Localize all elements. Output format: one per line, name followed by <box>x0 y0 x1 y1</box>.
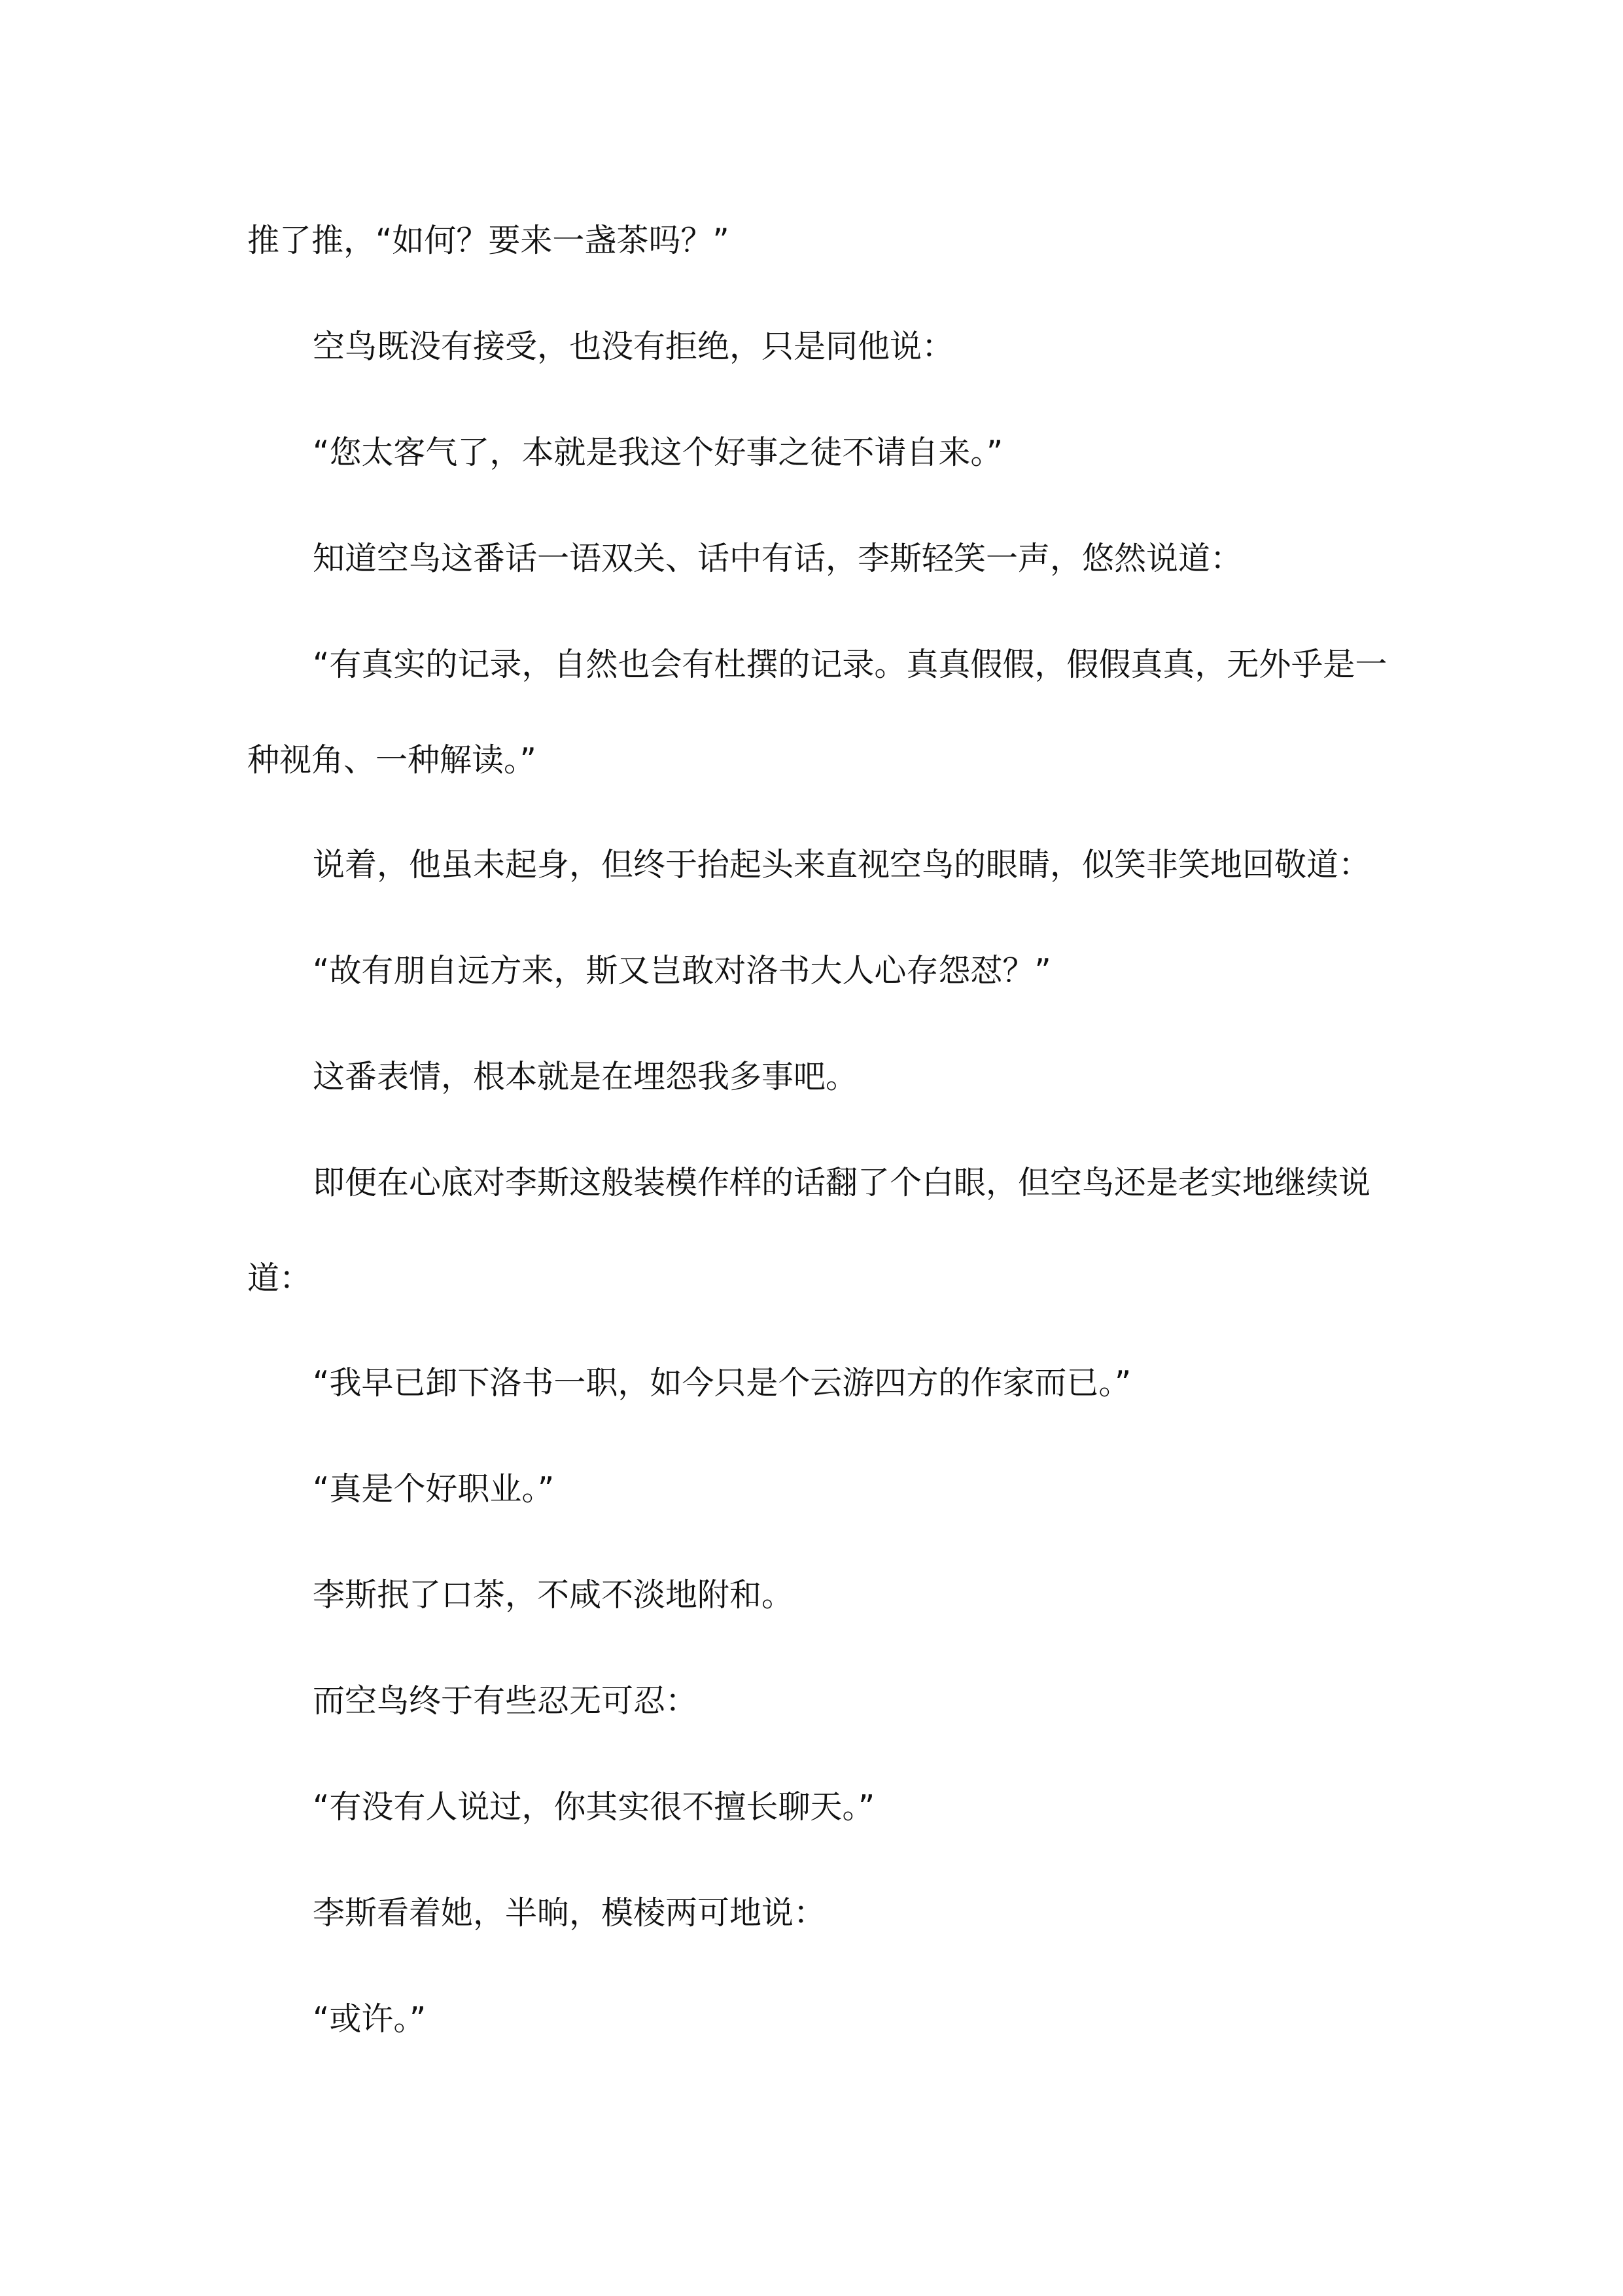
text-line-7: 说着，他虽未起身，但终于抬起头来直视空鸟的眼睛，似笑非笑地回敬道： <box>313 846 1371 883</box>
text-line-8: “故有朋自远方来，斯又岂敢对洛书大人心存怨怼？” <box>313 952 1051 989</box>
text-line-14: 李斯抿了口茶，不咸不淡地附和。 <box>313 1576 794 1614</box>
text-line-11: 道： <box>247 1260 312 1297</box>
text-line-17: 李斯看着她，半晌，模棱两可地说： <box>313 1894 826 1932</box>
text-line-4: 知道空鸟这番话一语双关、话中有话，李斯轻笑一声，悠然说道： <box>313 540 1243 577</box>
text-line-10: 即便在心底对李斯这般装模作样的话翻了个白眼，但空鸟还是老实地继续说 <box>313 1164 1371 1201</box>
text-line-16: “有没有人说过，你其实很不擅长聊天。” <box>313 1788 875 1826</box>
text-line-2: 空鸟既没有接受，也没有拒绝，只是同他说： <box>313 328 954 365</box>
text-line-18: “或许。” <box>313 2000 427 2038</box>
text-line-13: “真是个好职业。” <box>313 1470 555 1508</box>
text-line-15: 而空鸟终于有些忍无可忍： <box>313 1682 698 1720</box>
text-line-1: 推了推，“如何？要来一盏茶吗？” <box>247 222 729 259</box>
text-line-9: 这番表情，根本就是在埋怨我多事吧。 <box>313 1058 858 1095</box>
text-line-5: “有真实的记录，自然也会有杜撰的记录。真真假假，假假真真，无外乎是一 <box>313 646 1387 683</box>
text-line-6: 种视角、一种解读。” <box>247 741 536 779</box>
text-line-3: “您太客气了，本就是我这个好事之徒不请自来。” <box>313 434 1003 471</box>
text-line-12: “我早已卸下洛书一职，如今只是个云游四方的作家而已。” <box>313 1364 1132 1402</box>
